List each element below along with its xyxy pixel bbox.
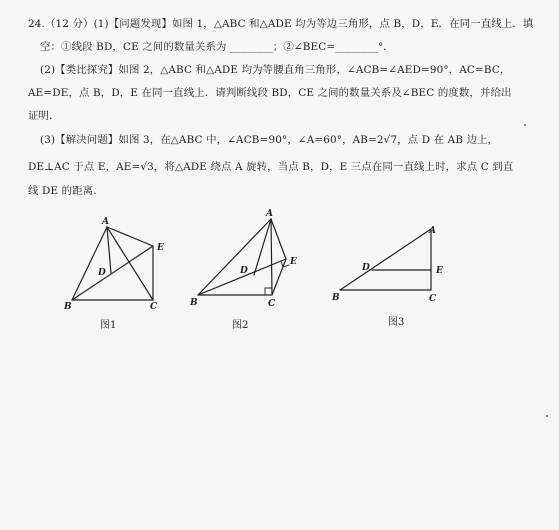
figure-3-caption: 图3 [388, 317, 405, 328]
figure-1-caption: 图1 [100, 320, 117, 331]
fig2-edge-ae [271, 219, 286, 259]
fig1-edge-ad [107, 227, 111, 273]
fig2-label-b: B [190, 298, 198, 308]
problem-line-6: (3)【解决问题】如图 3，在△ABC 中，∠ACB=90°，∠A=60°，AB=2√7，点 D 在 AB 边上， [40, 134, 499, 146]
figure-1 [0, 205, 559, 345]
fig3-label-b: B [332, 293, 340, 303]
figure-2-caption: 图2 [232, 320, 249, 331]
fig3-label-a: A [429, 226, 436, 236]
fig1-label-a: A [102, 217, 109, 227]
fig3-label-d: D [362, 263, 370, 273]
fig2-label-a: A [266, 209, 273, 219]
fig3-label-e: E [436, 266, 443, 276]
fig2-label-e: E [290, 257, 297, 267]
problem-line-8: 线 DE 的距离． [28, 185, 104, 197]
paper-speck [524, 124, 526, 126]
fig1-edge-ae [107, 227, 153, 246]
problem-line-2: 空：①线段 BD，CE 之间的数量关系为 ________；②∠BEC=________°． [40, 41, 394, 53]
problem-line-5: 证明． [28, 110, 60, 122]
fig2-edge-be [198, 259, 286, 295]
problem-line-7: DE⊥AC 于点 E，AE=√3，将△ADE 绕点 A 旋转，当点 B，D，E 三点在同一直线上时，求点 C 到直 [28, 161, 514, 173]
problem-line-4: AE=DE，点 B，D，E 在同一直线上．请判断线段 BD，CE 之间的数量关系及∠BEC 的度数，并给出 [28, 87, 512, 99]
fig1-label-b: B [64, 302, 72, 312]
fig1-label-c: C [150, 302, 158, 312]
problem-line-1: 24.（12 分）(1)【问题发现】如图 1，△ABC 和△ADE 均为等边三角形，点 B，D，E．在同一直线上．填 [28, 18, 534, 30]
fig1-edge-ac [107, 227, 153, 300]
fig2-edge-ac [271, 219, 272, 295]
fig2-label-c: C [268, 299, 276, 309]
fig1-edge-be [72, 246, 153, 300]
paper-speck [546, 415, 548, 417]
fig1-label-e: E [157, 243, 164, 253]
fig2-right-angle-c [265, 288, 272, 295]
problem-line-3: (2)【类比探究】如图 2，△ABC 和△ADE 均为等腰直角三角形，∠ACB=∠AED=90°，AC=BC， [40, 64, 511, 76]
fig3-label-c: C [429, 294, 437, 304]
fig1-label-d: D [98, 268, 106, 278]
fig3-edge-ab [340, 229, 431, 290]
fig2-label-d: D [240, 266, 248, 276]
